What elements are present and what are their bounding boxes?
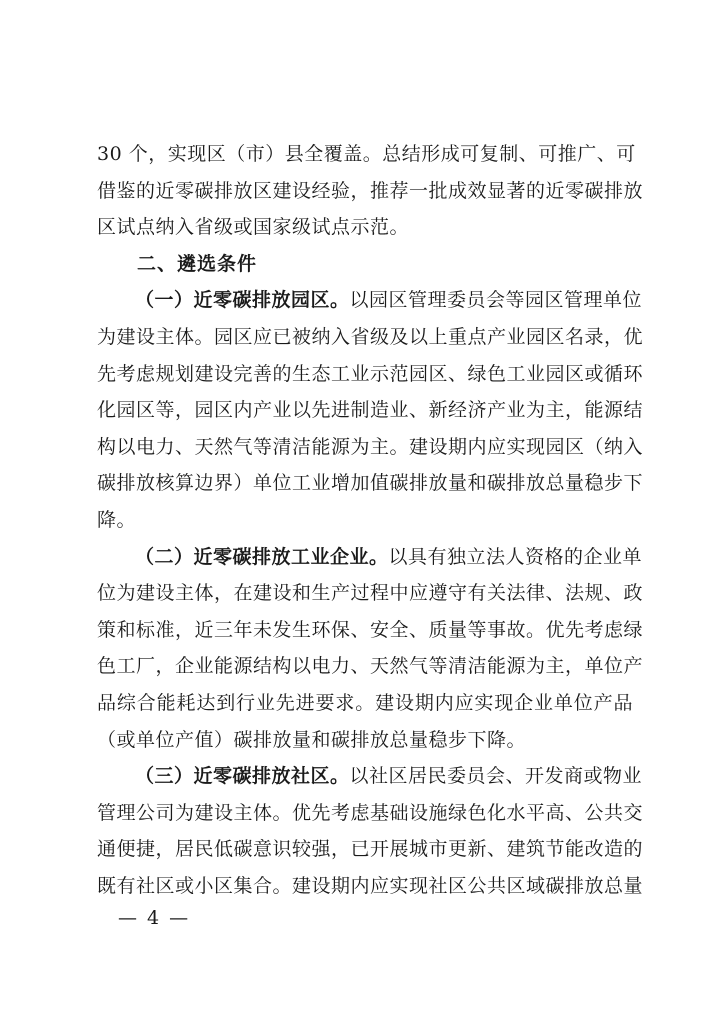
page-number: — 4 — [118,907,191,929]
paragraph-text: 以园区管理委员会等园区管理单位 [349,289,643,312]
text-line: 借鉴的近零碳排放区建设经验，推荐一批成效显著的近零碳排放 [97,179,644,202]
paragraph-park [97,282,644,538]
text-line: 位为建设主体，在建设和生产过程中应遵守有关法律、法规、政 [97,582,644,605]
text-line: 降。 [97,508,137,531]
text-line: 色工厂，企业能源结构以电力、天然气等清洁能源为主，单位产 [97,655,644,678]
text-line: （或单位产值）碳排放量和碳排放总量稳步下降。 [97,728,527,751]
text-line [97,282,643,319]
paragraph-title: （二）近零碳排放工业企业。 [135,545,389,568]
text-line: 品综合能耗达到行业先进要求。建设期内应实现企业单位产品 [97,691,633,714]
text-line: 通便捷，居民低碳意识较强，已开展城市更新、建筑节能改造的 [97,838,644,861]
paragraph-enterprise [97,539,644,759]
text-line [97,758,643,795]
text-line: 管理公司为建设主体。优先考虑基础设施绿色化水平高、公共交 [97,801,644,824]
text-line: 策和标准，近三年未发生环保、安全、质量等事故。优先考虑绿 [97,618,644,641]
intro-paragraph [97,136,644,246]
paragraph-text: 以具有独立法人资格的企业单 [388,545,643,568]
text-line: 既有社区或小区集合。建设期内应实现社区公共区域碳排放总量 [97,874,644,897]
text-line: 30 个，实现区（市）县全覆盖。总结形成可复制、可推广、可 [97,143,636,165]
document-body [97,136,644,904]
text-line: 先考虑规划建设完善的生态工业示范园区、绿色工业园区或循环 [97,362,644,385]
paragraph-text: 以社区居民委员会、开发商或物业 [349,765,643,788]
paragraph-title: （一）近零碳排放园区。 [135,289,350,312]
section-heading: 二、遴选条件 [137,252,258,275]
paragraph-community [97,758,644,904]
text-line [97,539,643,576]
text-line: 构以电力、天然气等清洁能源为主。建设期内应实现园区（纳入 [97,435,644,458]
paragraph-title: （三）近零碳排放社区。 [135,765,350,788]
text-line: 为建设主体。园区应已被纳入省级及以上重点产业园区名录，优 [97,325,644,348]
text-line: 区试点纳入省级或国家级试点示范。 [97,216,410,239]
text-line: 碳排放核算边界）单位工业增加值碳排放量和碳排放总量稳步下 [97,472,644,495]
text-line: 化园区等，园区内产业以先进制造业、新经济产业为主，能源结 [97,399,644,422]
